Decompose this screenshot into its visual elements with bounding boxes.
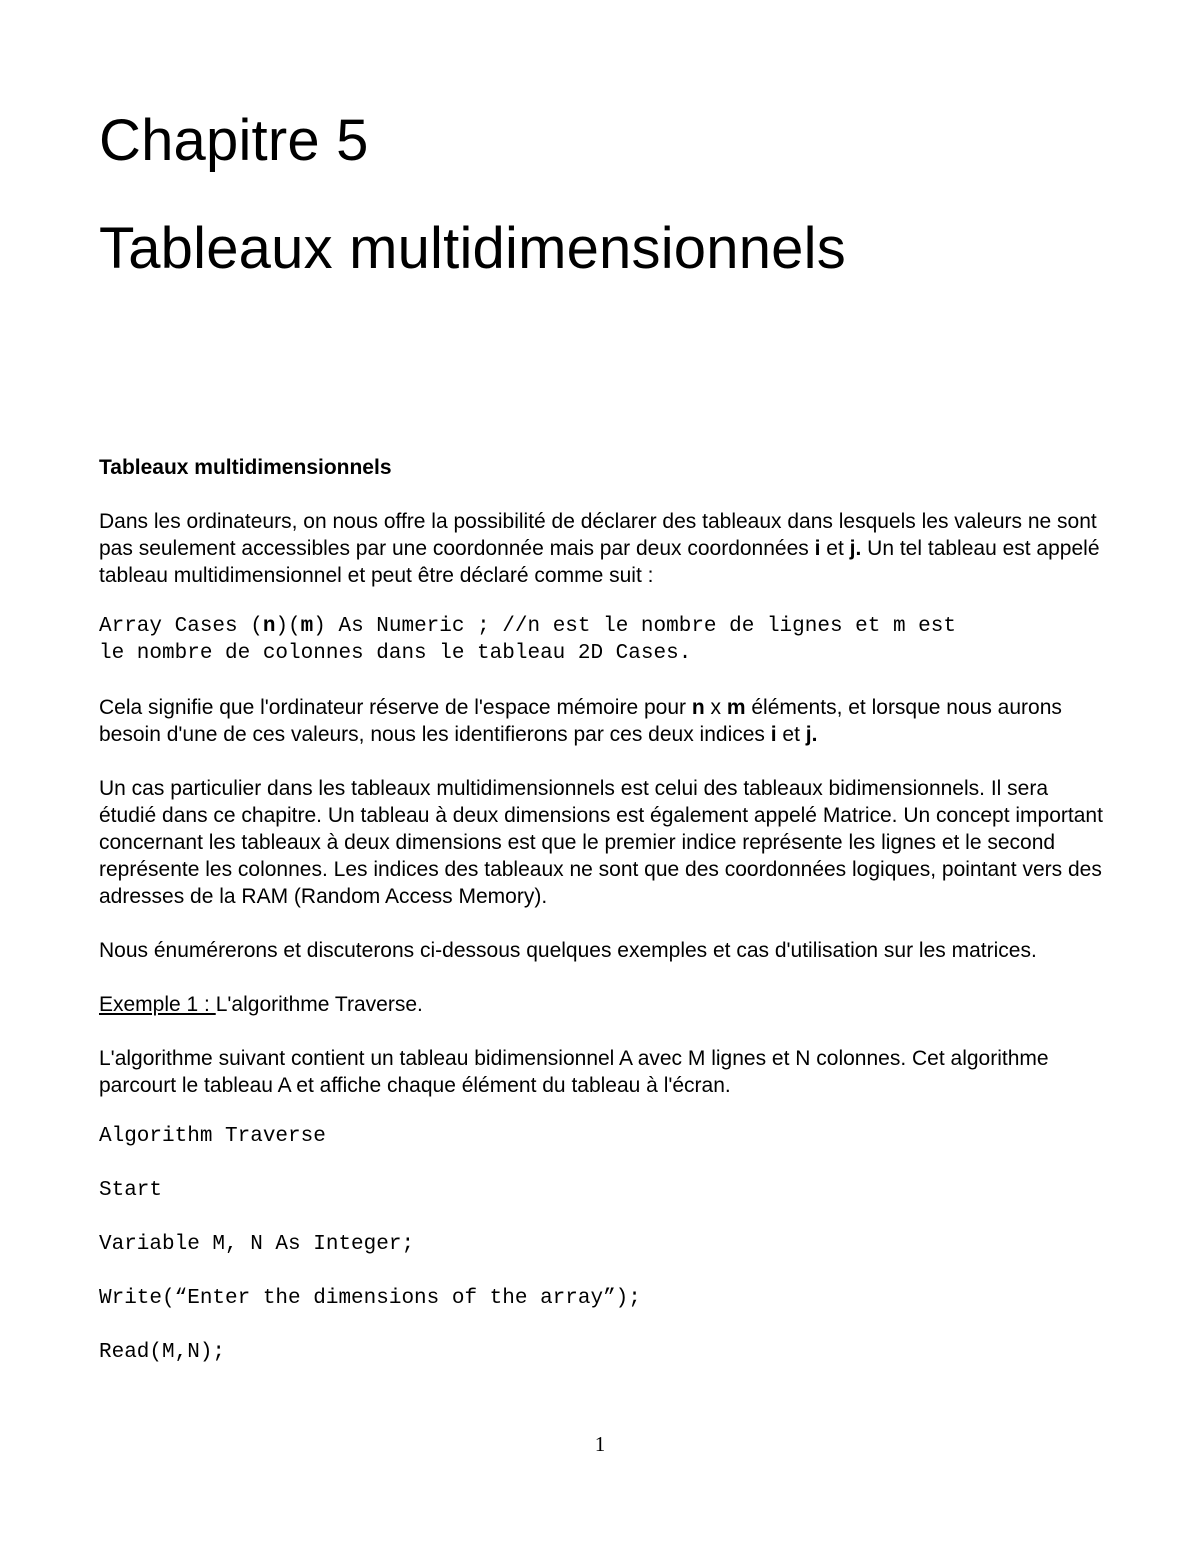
- code-line: Write(“Enter the dimensions of the array”);: [99, 1287, 641, 1311]
- code-line: Algorithm Traverse: [99, 1125, 326, 1149]
- document-page: [99, 100, 1109, 1366]
- declaration-code-line-1: Array Cases (n)(m) As Numeric ; //n est le nombre de lignes et m est: [99, 615, 956, 639]
- examples-intro-paragraph: Nous énumérerons et discuterons ci-dessous quelques exemples et cas d'utilisation sur les matrices.: [99, 939, 1037, 963]
- section-heading: Tableaux multidimensionnels: [99, 456, 392, 479]
- example-title: L'algorithme Traverse.: [215, 993, 423, 1017]
- page-number: 1: [594, 1432, 606, 1456]
- code-line: Variable M, N As Integer;: [99, 1233, 415, 1257]
- example-heading: [99, 991, 1109, 1018]
- code-line: Read(M,N);: [99, 1341, 226, 1365]
- declaration-code: [99, 613, 1109, 667]
- declaration-code-line-2: le nombre de colonnes dans le tableau 2D Cases.: [99, 642, 692, 666]
- code-line: Start: [99, 1179, 163, 1203]
- example-label: Exemple 1 :: [99, 993, 216, 1017]
- chapter-number: Chapitre 5: [99, 108, 369, 173]
- chapter-title: Tableaux multidimensionnels: [99, 216, 846, 281]
- traverse-description-paragraph: L'algorithme suivant contient un tableau bidimensionnel A avec M lignes et N colonnes. Cet algorithme parcourt le tableau A et affiche chaque élément du tableau à l'écran.: [99, 1047, 1049, 1098]
- matrix-paragraph: Un cas particulier dans les tableaux multidimensionnels est celui des tableaux bidimensionnels. Il sera étudié dans ce chapitre. Un tableau à deux dimensions est également appelé Matrice. Un concept important concernant les tableaux à deux dimensions est que le premier indice représente les lignes et le second représente les colonnes. Les indices des tableaux ne sont que des coordonnées logiques, pointant vers des adresses de la RAM (Random Access Memory).: [99, 777, 1103, 909]
- memory-paragraph: Cela signifie que l'ordinateur réserve de l'espace mémoire pour n x m éléments, et lorsque nous aurons besoin d'une de ces valeurs, nous les identifierons par ces deux indices i et j.: [99, 696, 1062, 747]
- intro-paragraph: Dans les ordinateurs, on nous offre la possibilité de déclarer des tableaux dans lesquels les valeurs ne sont pas seulement accessibles par une coordonnée mais par deux coordonnées i et j. Un tel tableau est appelé tableau multidimensionnel et peut être déclaré comme suit :: [99, 510, 1100, 588]
- algorithm-code: [99, 1123, 1109, 1366]
